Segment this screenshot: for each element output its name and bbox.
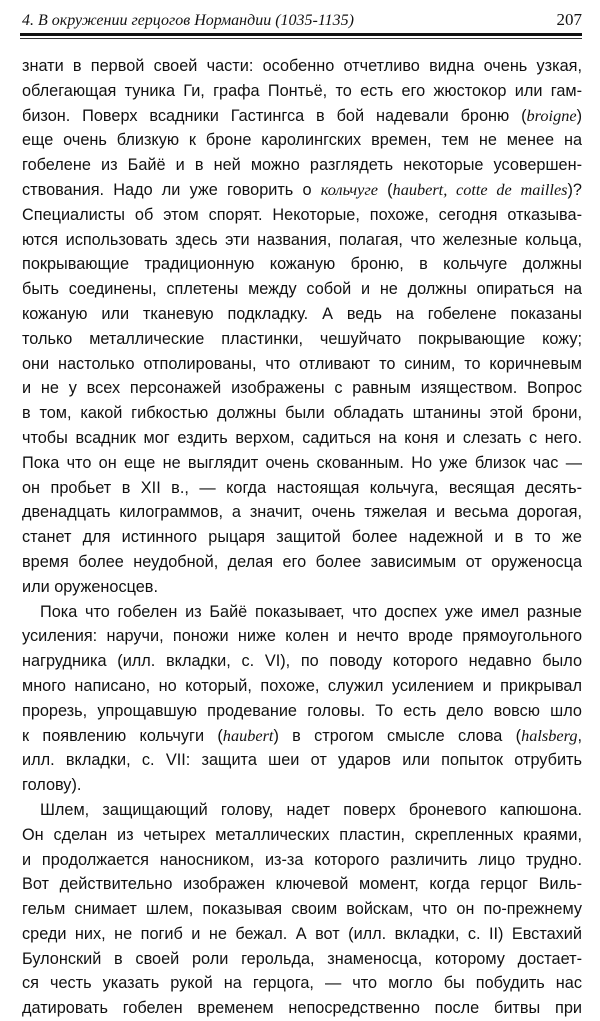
text-line xyxy=(22,575,582,600)
text-segment: они настолько отполированы, что отливают то синим, то коричневым xyxy=(22,354,582,373)
text-line xyxy=(22,773,582,798)
text-line xyxy=(22,203,582,228)
text-line xyxy=(22,649,582,674)
text-line xyxy=(22,500,582,525)
text-line xyxy=(22,352,582,377)
text-segment: Булонский в своей роли герольда, знаменосца, которому достает- xyxy=(22,949,582,968)
text-segment: ) xyxy=(576,106,582,125)
text-line xyxy=(22,128,582,153)
text-segment: Вот действительно изображен ключевой момент, когда герцог Виль- xyxy=(22,875,582,894)
text-segment: Шлем, защищающий голову, надет поверх броневого капюшона. xyxy=(40,800,582,819)
text-segment: и продолжается наносником, из-за которого различить лицо трудно. xyxy=(22,850,582,869)
text-line xyxy=(22,79,582,104)
text-segment: знати в первой своей части: особенно отчетливо видна очень узкая, xyxy=(22,57,582,75)
text-line xyxy=(22,451,582,476)
text-line xyxy=(22,823,582,848)
text-segment: к появлению кольчуги ( xyxy=(22,726,223,745)
text-line xyxy=(22,104,582,129)
text-segment: илл. вкладки, с. VII: защита шеи от ударов или попыток отрубить xyxy=(22,751,582,770)
body-text xyxy=(22,54,582,1021)
text-line xyxy=(22,724,582,749)
text-segment: бизон. Поверх всадники Гастингса в бой надевали броню ( xyxy=(22,106,527,125)
text-segment: ствования. Надо ли уже говорить о xyxy=(22,180,321,199)
text-line xyxy=(22,947,582,972)
text-segment: он пробьет в XII в., — когда настоящая кольчуга, весящая десять- xyxy=(22,478,582,497)
text-segment: или оруженосцев. xyxy=(22,577,158,596)
italic-term: haubert, cotte de mailles xyxy=(392,179,568,199)
italic-term: кольчуге xyxy=(320,179,378,199)
page-number: 207 xyxy=(556,10,582,29)
text-segment: гобелене из Байё и в ней можно разглядеть некоторые усовершен- xyxy=(22,156,582,175)
text-segment: , xyxy=(577,726,582,745)
text-segment: и не у всех персонажей изображены с равным изяществом. Вопрос xyxy=(22,379,582,398)
text-segment: ( xyxy=(377,180,393,199)
text-line xyxy=(22,996,582,1021)
text-line xyxy=(22,525,582,550)
running-header xyxy=(22,6,582,30)
text-line xyxy=(22,848,582,873)
running-title: 4. В окружении герцогов Нормандии (1035-1135) xyxy=(22,12,354,29)
text-line xyxy=(22,748,582,773)
header-rule-thick xyxy=(20,33,582,36)
text-line xyxy=(22,302,582,327)
text-segment: много написано, но который, похоже, служил усилением и прикрывал xyxy=(22,676,582,695)
text-segment: еще очень близкую к броне каролингских времен, тем не менее на xyxy=(22,131,582,150)
header-rule-thin xyxy=(20,38,582,39)
text-segment: Специалисты об этом спорят. Некоторые, похоже, сегодня отказыва- xyxy=(22,205,582,224)
text-line xyxy=(22,426,582,451)
text-line xyxy=(22,327,582,352)
text-line xyxy=(22,699,582,724)
text-line xyxy=(22,922,582,947)
text-segment: чтобы всадник мог ездить верхом, садиться на коня и слезать с него. xyxy=(22,428,582,447)
text-line xyxy=(22,401,582,426)
text-segment: только металлические пластинки, чешуйчато покрывающие кожу; xyxy=(22,329,582,348)
text-segment: гельм снимает шлем, показывая своим войскам, что он по-прежнему xyxy=(22,900,582,919)
text-segment: голову). xyxy=(22,776,82,795)
text-line xyxy=(22,376,582,401)
text-segment: станет для истинного рыцаря защитой более надежной и в то же xyxy=(22,528,582,547)
text-segment: двенадцать килограммов, а значит, очень тяжелая и весьма дорогая, xyxy=(22,503,582,522)
italic-term: broigne xyxy=(526,105,577,125)
italic-term: halsberg xyxy=(521,725,578,745)
text-segment: Он сделан из четырех металлических пластин, скрепленных краями, xyxy=(22,825,582,844)
text-segment: ) в строгом смысле слова ( xyxy=(273,726,522,745)
text-segment: датировать гобелен временем непосредственно после битвы при xyxy=(22,999,582,1018)
text-segment: ся честь указать рукой на герцога, — что могло бы побудить нас xyxy=(22,974,582,993)
text-line xyxy=(22,476,582,501)
text-segment: быть соединены, сплетены между собой и не должны опираться на xyxy=(22,280,582,299)
text-line xyxy=(22,798,582,823)
text-line xyxy=(22,550,582,575)
text-segment: )? xyxy=(567,180,582,199)
text-segment: среди них, не погиб и не бежал. А вот (илл. вкладки, с. II) Евстахий xyxy=(22,924,582,943)
italic-term: haubert xyxy=(222,725,274,745)
text-segment: прорезь, упрощавшую продевание головы. То есть дело вовсю шло xyxy=(22,701,582,720)
text-segment: Пока что он еще не выглядит очень скованным. Но уже близок час — xyxy=(22,453,582,472)
text-segment: покрывающие традиционную кожаную броню, в кольчуге должны xyxy=(22,255,582,274)
text-line xyxy=(22,624,582,649)
text-segment: облегающая туника Ги, графа Понтьё, то есть его жюстокор или гам- xyxy=(22,81,582,100)
text-line xyxy=(22,277,582,302)
text-line xyxy=(22,971,582,996)
text-line xyxy=(22,228,582,253)
text-line xyxy=(22,897,582,922)
text-segment: время более неудобной, делая его более зависимым от оруженосца xyxy=(22,552,582,571)
text-segment: нагрудника (илл. вкладки, с. VI), по поводу которого недавно было xyxy=(22,652,582,671)
text-line xyxy=(22,872,582,897)
text-segment: кожаную или тканевую подкладку. А ведь на гобелене показаны xyxy=(22,304,582,323)
text-segment: в том, какой гибкостью должны были обладать штанины этой брони, xyxy=(22,404,582,423)
text-line xyxy=(22,153,582,178)
text-line xyxy=(22,252,582,277)
text-line xyxy=(22,178,582,203)
text-line xyxy=(22,674,582,699)
text-line xyxy=(22,600,582,625)
text-line xyxy=(22,54,582,79)
text-segment: ются использовать здесь эти названия, полагая, что железные кольца, xyxy=(22,230,582,249)
text-segment: Пока что гобелен из Байё показывает, что доспех уже имел разные xyxy=(40,602,582,621)
text-segment: усиления: наручи, поножи ниже колен и нечто вроде прямоугольного xyxy=(22,627,582,646)
